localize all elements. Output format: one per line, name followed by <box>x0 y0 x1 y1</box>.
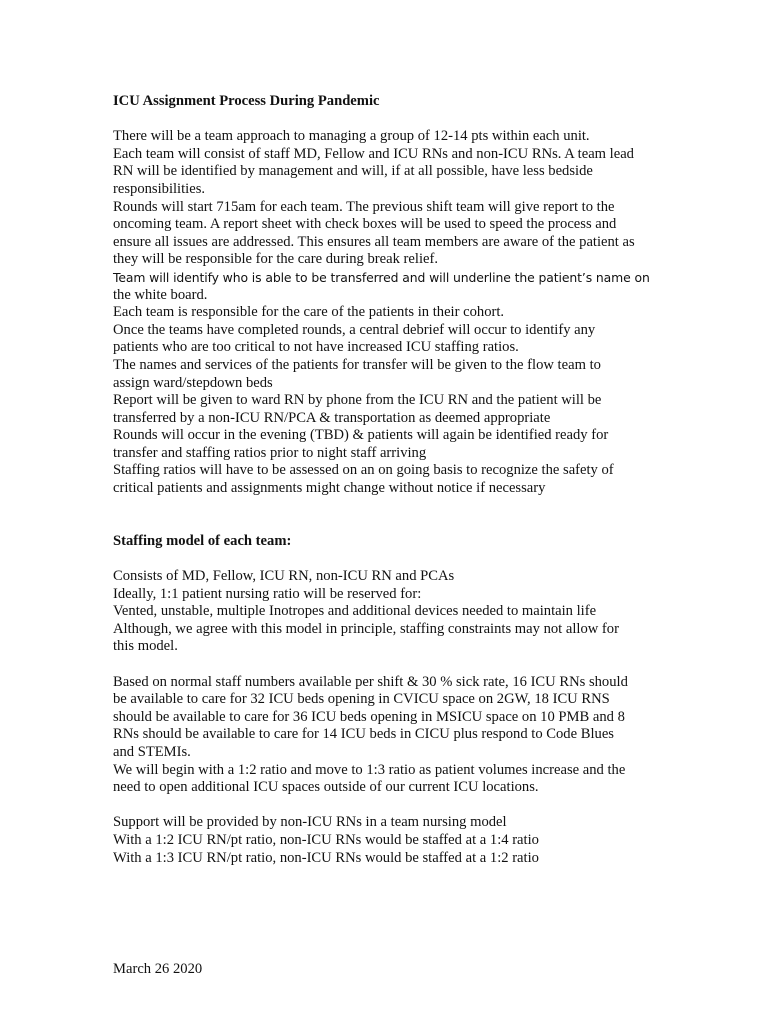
paragraph-line: Each team is responsible for the care of the patients in their cohort. <box>113 304 505 321</box>
paragraph-line: critical patients and assignments might change without notice if necessary <box>113 480 546 497</box>
paragraph-line: ensure all issues are addressed. This ensures all team members are aware of the patient as <box>113 233 635 250</box>
spacer <box>113 797 658 815</box>
paragraph-line: Based on normal staff numbers available per shift & 30 % sick rate, 16 ICU RNs should <box>113 673 628 690</box>
spacer <box>113 498 658 533</box>
paragraph-line: the white board. <box>113 286 208 303</box>
spacer <box>113 550 658 568</box>
paragraph-line: Once the teams have completed rounds, a central debrief will occur to identify any <box>113 321 596 338</box>
document-title: ICU Assignment Process During Pandemic <box>113 93 380 109</box>
paragraph-line: Staffing ratios will have to be assessed on an on going basis to recognize the safety of <box>113 462 614 479</box>
paragraph-line: Report will be given to ward RN by phone from the ICU RN and the patient will be <box>113 392 602 409</box>
paragraph-line: be available to care for 32 ICU beds opening in CVICU space on 2GW, 18 ICU RNS <box>113 691 610 708</box>
spacer <box>113 111 658 129</box>
paragraph-line: transfer and staffing ratios prior to night staff arriving <box>113 444 427 461</box>
paragraph-line: Rounds will occur in the evening (TBD) & patients will again be identified ready for <box>113 427 609 444</box>
paragraph-line: transferred by a non-ICU RN/PCA & transportation as deemed appropriate <box>113 409 551 426</box>
paragraph-line: patients who are too critical to not have increased ICU staffing ratios. <box>113 339 519 356</box>
paragraph-line: and STEMIs. <box>113 743 191 760</box>
footer-date: March 26 2020 <box>113 961 203 977</box>
paragraph-line: Support will be provided by non-ICU RNs in a team nursing model <box>113 814 507 831</box>
paragraph-line: should be available to care for 36 ICU beds opening in MSICU space on 10 PMB and 8 <box>113 708 625 725</box>
document-body <box>113 93 658 867</box>
paragraph-line: assign ward/stepdown beds <box>113 374 273 391</box>
paragraph-line: this model. <box>113 638 178 655</box>
paragraph-line: With a 1:3 ICU RN/pt ratio, non-ICU RNs would be staffed at a 1:2 ratio <box>113 849 539 866</box>
paragraph-line: The names and services of the patients for transfer will be given to the flow team to <box>113 356 601 373</box>
paragraph-line: need to open additional ICU spaces outside of our current ICU locations. <box>113 779 539 796</box>
paragraph-line: Although, we agree with this model in principle, staffing constraints may not allow for <box>113 620 619 637</box>
paragraph-line: they will be responsible for the care during break relief. <box>113 251 438 268</box>
paragraph-line: Each team will consist of staff MD, Fellow and ICU RNs and non-ICU RNs. A team lead <box>113 145 634 162</box>
paragraph-line: With a 1:2 ICU RN/pt ratio, non-ICU RNs would be staffed at a 1:4 ratio <box>113 831 539 848</box>
paragraph-line: Consists of MD, Fellow, ICU RN, non-ICU RN and PCAs <box>113 568 455 585</box>
section-heading: Staffing model of each team: <box>113 532 292 549</box>
paragraph-line: We will begin with a 1:2 ratio and move to 1:3 ratio as patient volumes increase and the <box>113 761 626 778</box>
paragraph-line: RN will be identified by management and will, if at all possible, have less bedside <box>113 163 593 180</box>
paragraph-line: RNs should be available to care for 14 ICU beds in CICU plus respond to Code Blues <box>113 726 614 743</box>
paragraph-line: Vented, unstable, multiple Inotropes and additional devices needed to maintain life <box>113 603 597 620</box>
section-staffing-model <box>113 568 658 867</box>
paragraph-line: There will be a team approach to managing a group of 12-14 pts within each unit. <box>113 128 590 145</box>
paragraph-line: responsibilities. <box>113 180 206 197</box>
paragraph-line: Ideally, 1:1 patient nursing ratio will be reserved for: <box>113 585 422 602</box>
paragraph-line: Rounds will start 715am for each team. The previous shift team will give report to the <box>113 198 615 215</box>
spacer <box>113 656 658 674</box>
paragraph-line: Team will identify who is able to be transferred and will underline the patient’s name on <box>113 269 650 285</box>
paragraph-line: oncoming team. A report sheet with check boxes will be used to speed the process and <box>113 216 617 233</box>
section-assignment-process <box>113 128 658 497</box>
